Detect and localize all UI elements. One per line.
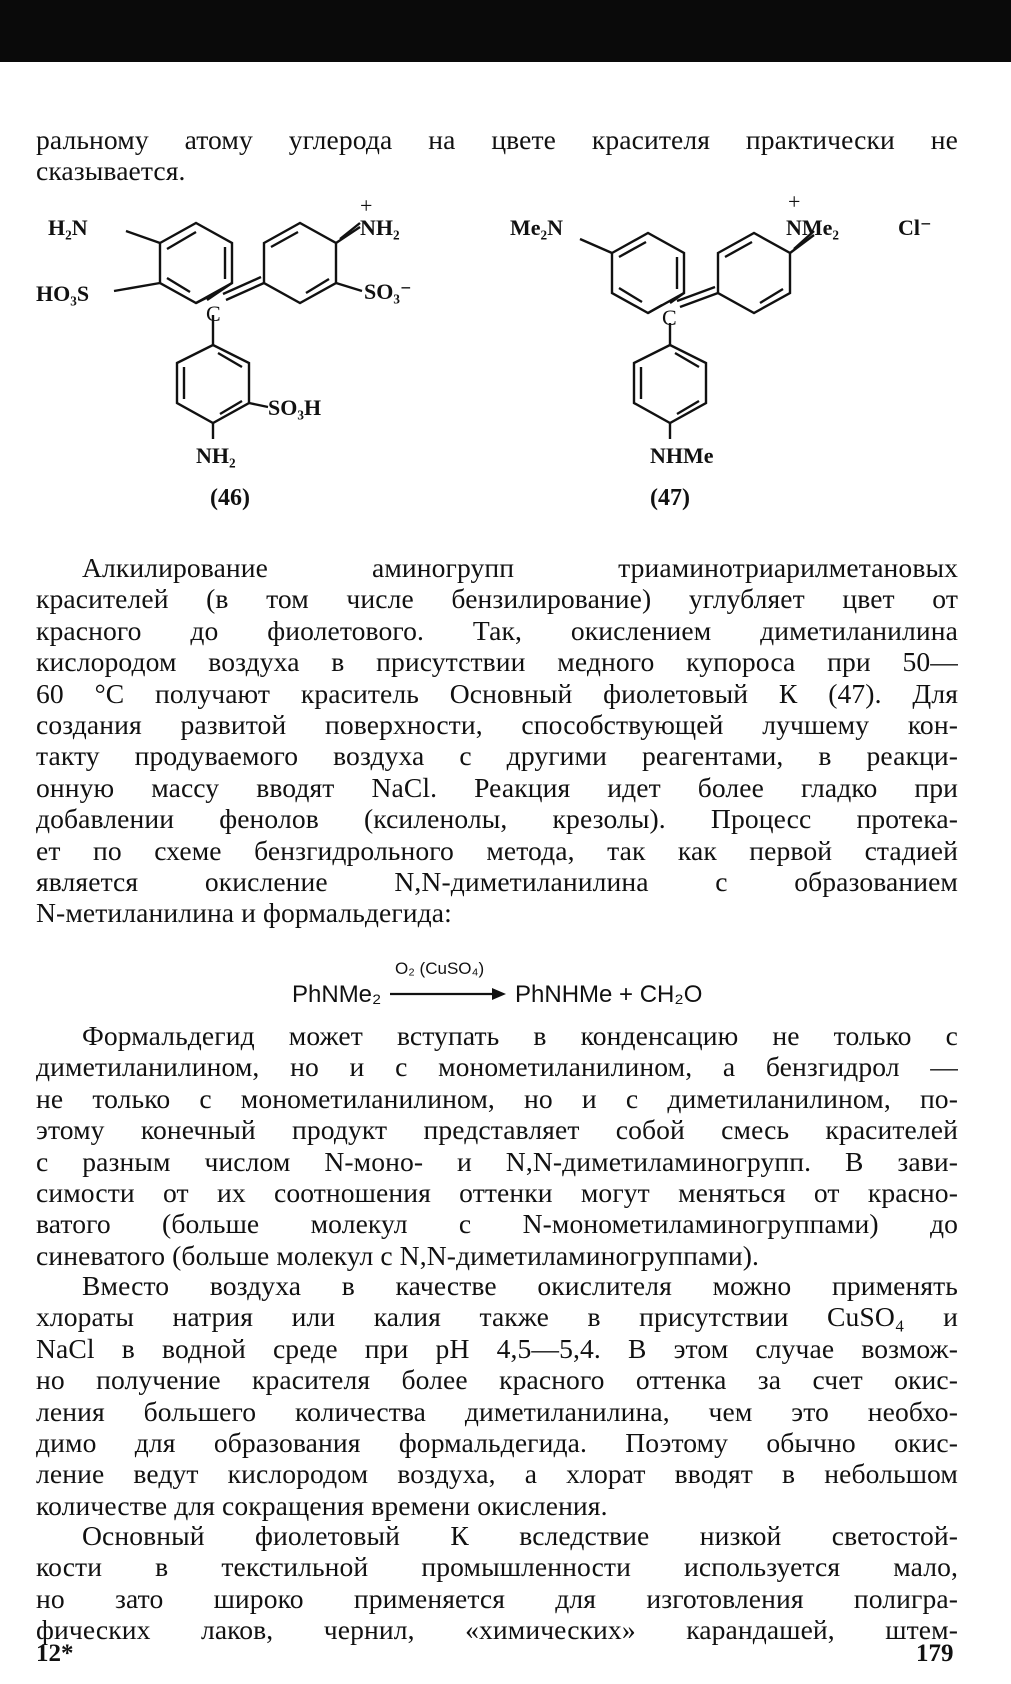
paragraph-3 bbox=[36, 1270, 958, 1521]
text-line: Формальдегид может вступать в конденсацию не только с bbox=[82, 1020, 958, 1051]
equation-reactant: PhNMe₂ bbox=[292, 981, 382, 1008]
so3-minus-label: SO₃⁻ bbox=[364, 279, 412, 304]
paragraph-1 bbox=[36, 552, 958, 929]
equation-condition: O₂ (CuSO₄) bbox=[395, 959, 485, 978]
top-text bbox=[36, 124, 958, 187]
central-carbon-label: C bbox=[662, 305, 677, 330]
compound-number-46: (46) bbox=[210, 485, 250, 511]
ring-c bbox=[177, 345, 249, 423]
text-line: Основный фиолетовый К вследствие низкой светостой- bbox=[82, 1520, 958, 1551]
text-line: ление ведут кислородом воздуха, а хлорат вводят в небольшом bbox=[36, 1458, 958, 1490]
text-line: с разным числом N-моно- и N,N-диметиламиногрупп. В зави- bbox=[36, 1145, 958, 1177]
paragraph-4 bbox=[36, 1520, 958, 1646]
text-line: но получение красителя более красного оттенка за счет окис- bbox=[36, 1364, 958, 1396]
text-line: хлораты натрия или калия также в присутствии CuSO₄ и bbox=[36, 1301, 958, 1333]
structure-47 bbox=[500, 195, 980, 525]
text-line: количестве для сокращения времени окисления. bbox=[36, 1489, 608, 1521]
text-line: сказывается. bbox=[36, 155, 186, 187]
page-number: 179 bbox=[916, 1640, 954, 1667]
equation-products: PhNHMe + CH₂O bbox=[515, 981, 703, 1008]
text-line: фических лаков, чернил, «химических» карандашей, штем- bbox=[36, 1614, 958, 1646]
ring-c bbox=[634, 345, 706, 423]
text-line: кости в текстильной промышленности используется мало, bbox=[36, 1551, 958, 1583]
text-line: ет по схеме бензгидрольного метода, так как первой стадией bbox=[36, 834, 958, 866]
text-line: но зато широко применяется для изготовления полигра- bbox=[36, 1582, 958, 1614]
nhme-label: NHMe bbox=[650, 443, 714, 468]
ring-b bbox=[264, 223, 336, 303]
text-line: кислородом воздуха в присутствии медного купороса при 50— bbox=[36, 646, 958, 678]
ho3s-label: HO₃S bbox=[36, 281, 90, 306]
plus-sign: + bbox=[788, 195, 801, 214]
signature-mark: 12* bbox=[36, 1640, 74, 1667]
text-line: создания развитой поверхности, способствующей лучшему кон- bbox=[36, 708, 958, 740]
text-line: ватого (больше молекул с N-монометиламиногруппами) до bbox=[36, 1208, 958, 1240]
central-carbon-label: C bbox=[206, 301, 221, 326]
nh2-plus-label: NH₂ bbox=[360, 215, 400, 240]
nme2-label: NMe₂ bbox=[786, 215, 840, 240]
text-line: является окисление N,N-диметиланилина с образованием bbox=[36, 865, 958, 897]
text-line: N-метиланилина и формальдегида: bbox=[36, 897, 452, 929]
chloride-label: Cl⁻ bbox=[898, 215, 932, 240]
text-line: не только с монометиланилином, но и с диметиланилином, по- bbox=[36, 1082, 958, 1114]
ring-b bbox=[718, 233, 790, 313]
text-line: красного до фиолетового. Так, окислением диметиланилина bbox=[36, 614, 958, 646]
text-line: ления большего количества диметиланилина, чем это необхо- bbox=[36, 1395, 958, 1427]
text-line: онную массу вводят NaCl. Реакция идет более гладко при bbox=[36, 771, 958, 803]
text-line: этому конечный продукт представляет собой смесь красителей bbox=[36, 1114, 958, 1146]
text-line: симости от их соотношения оттенки могут меняться от красно- bbox=[36, 1176, 958, 1208]
text-line: диметиланилином, но и с монометиланилином, а бензгидрол — bbox=[36, 1051, 958, 1083]
text-line: красителей (в том числе бензилирование) углубляет цвет от bbox=[36, 583, 958, 615]
compound-number-47: (47) bbox=[650, 485, 690, 511]
nh2-bottom-label: NH₂ bbox=[196, 443, 236, 468]
text-line: димо для образования формальдегида. Поэтому обычно окис- bbox=[36, 1426, 958, 1458]
plus-sign: + bbox=[360, 195, 373, 218]
scan-black-band bbox=[0, 0, 1011, 62]
text-line: NaCl в водной среде при pH 4,5—5,4. В этом случае возмож- bbox=[36, 1332, 958, 1364]
text-line: 60 °С получают краситель Основный фиолетовый К (47). Для bbox=[36, 677, 958, 709]
so3h-label: SO₃H bbox=[268, 395, 322, 420]
me2n-label: Me₂N bbox=[510, 215, 564, 240]
paragraph-2 bbox=[36, 1020, 958, 1271]
text-line: Вместо воздуха в качестве окислителя можно применять bbox=[82, 1270, 958, 1301]
reaction-equation bbox=[280, 950, 750, 1020]
text-line: Алкилирование аминогрупп триаминотриарилметановых bbox=[82, 552, 958, 583]
text-line: добавлении фенолов (ксиленолы, крезолы). Процесс протека- bbox=[36, 803, 958, 835]
text-line: ральному атому углерода на цвете красителя практически не bbox=[36, 124, 958, 155]
h2n-label: H₂N bbox=[48, 215, 88, 240]
text-line: синеватого (больше молекул с N,N-диметиламиногруппами). bbox=[36, 1239, 760, 1271]
structure-46 bbox=[30, 195, 450, 525]
text-line: такту продуваемого воздуха с другими реагентами, в реакци- bbox=[36, 740, 958, 772]
arrow-head bbox=[492, 988, 506, 1000]
